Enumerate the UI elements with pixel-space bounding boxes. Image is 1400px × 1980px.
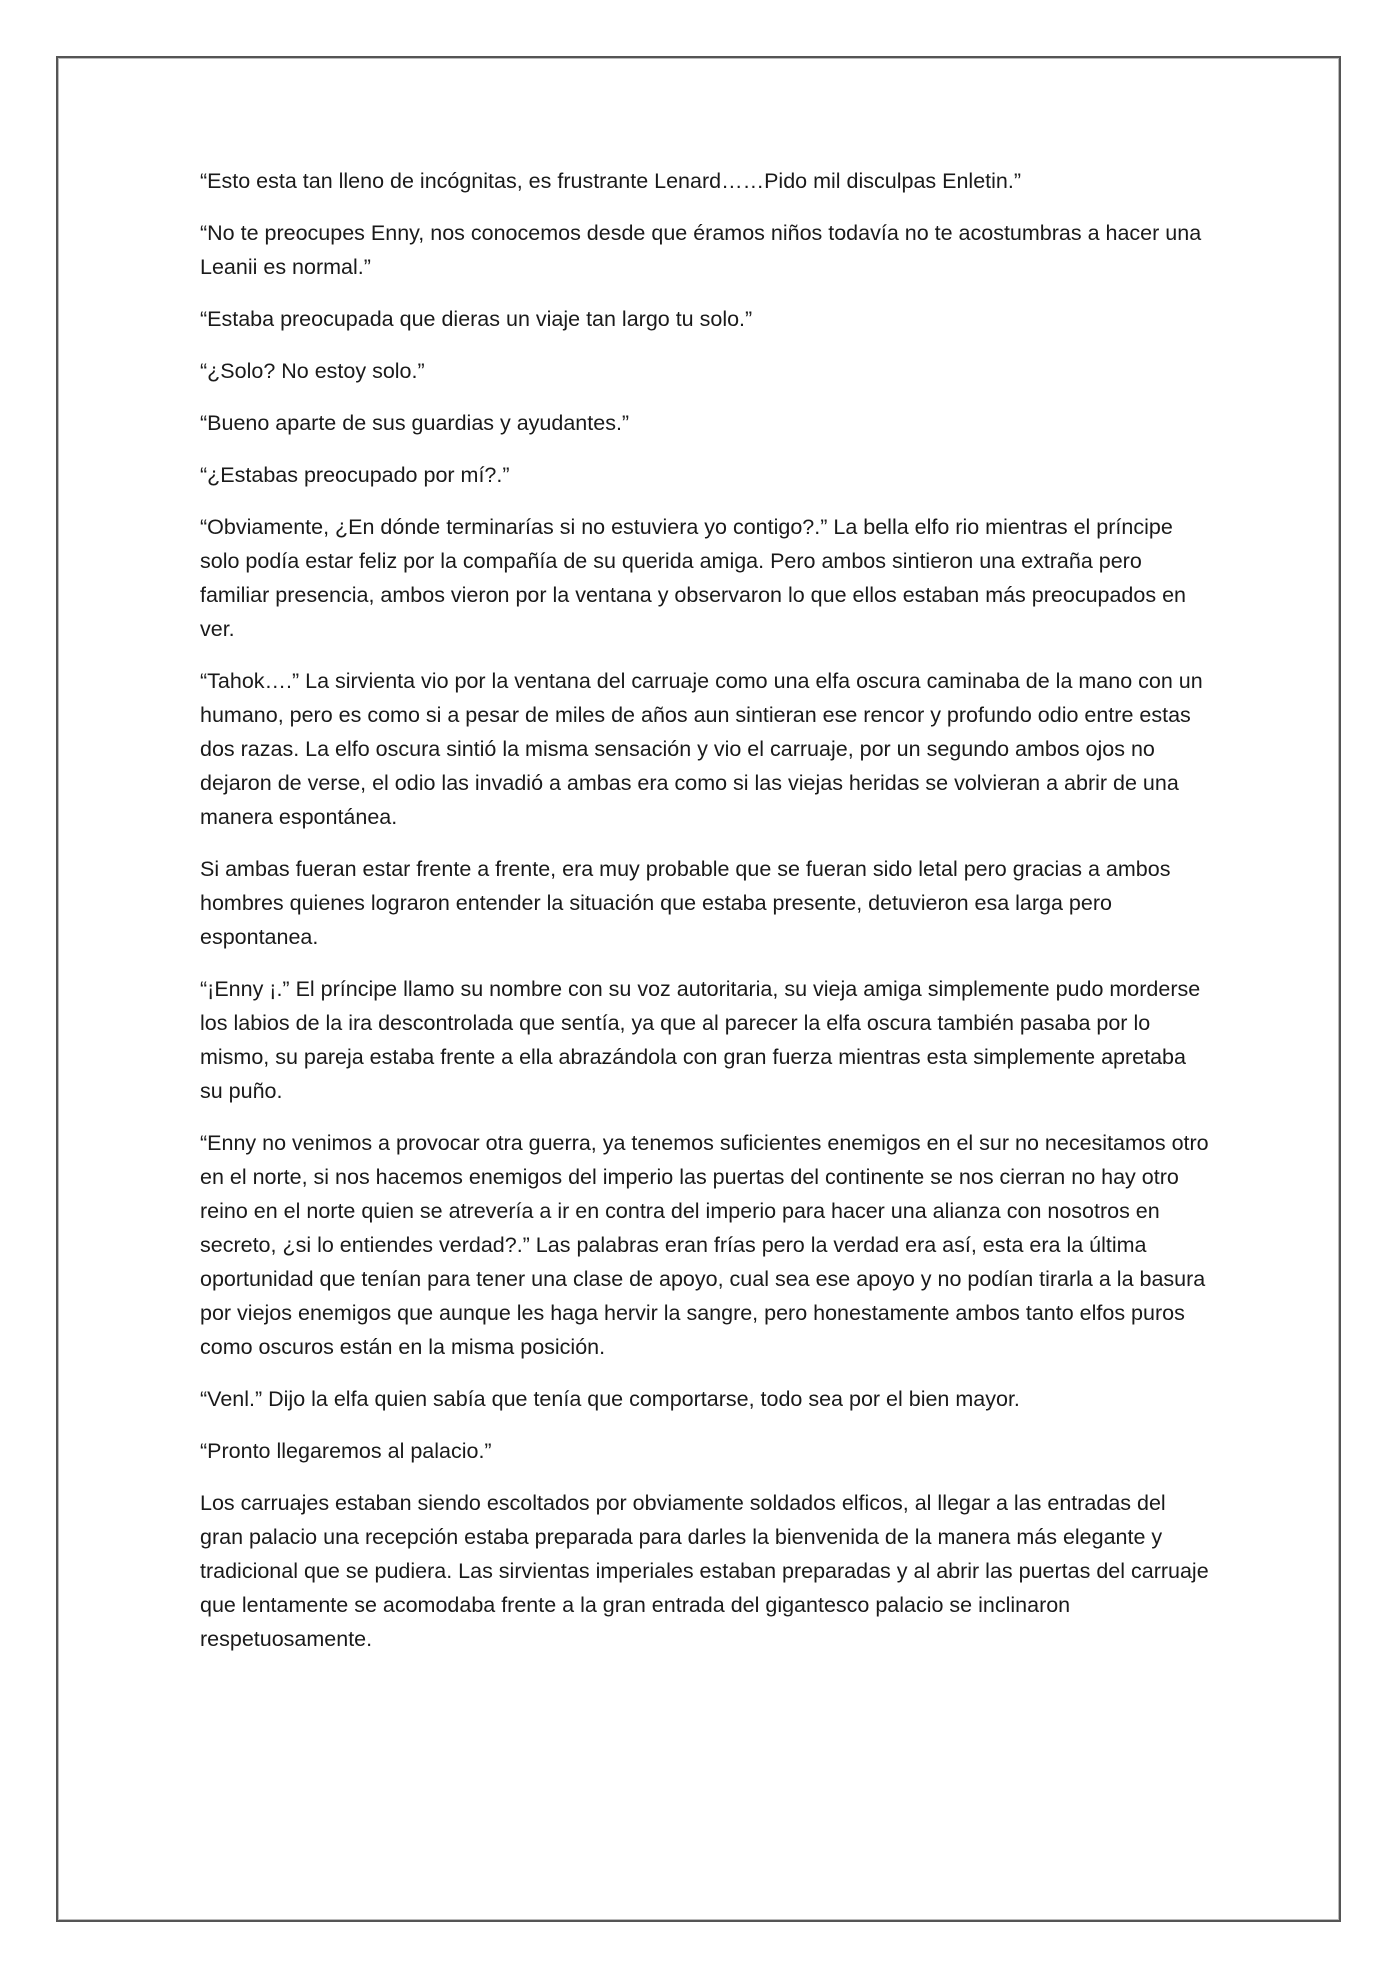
paragraph: “No te preocupes Enny, nos conocemos desde que éramos niños todavía no te acostumbras a hacer una Leanii es normal.” (200, 221, 1202, 279)
paragraph: “¿Solo? No estoy solo.” (200, 359, 425, 383)
paragraph: “Pronto llegaremos al palacio.” (200, 1439, 492, 1463)
paragraph: “¡Enny ¡.” El príncipe llamo su nombre con su voz autoritaria, su vieja amiga simplemente pudo morderse los labios de la ira descontrolada que sentía, ya que al parecer la elfa oscura también pasaba por lo mismo, su pareja estaba frente a ella abrazándola con gran fuerza mientras esta simplemente apretaba su puño. (200, 977, 1201, 1103)
document-body (200, 164, 1210, 1674)
paragraph: “Esto esta tan lleno de incógnitas, es frustrante Lenard……Pido mil disculpas Enletin.” (200, 169, 1022, 193)
paragraph: “Estaba preocupada que dieras un viaje tan largo tu solo.” (200, 307, 753, 331)
paragraph: Los carruajes estaban siendo escoltados por obviamente soldados elficos, al llegar a las entradas del gran palacio una recepción estaba preparada para darles la bienvenida de la manera más elegante y tradicional que se pudiera. Las sirvientas imperiales estaban preparadas y al abrir las puertas del carruaje que lentamente se acomodaba frente a la gran entrada del gigantesco palacio se inclinaron respetuosamente. (200, 1491, 1209, 1651)
paragraph: “Obviamente, ¿En dónde terminarías si no estuviera yo contigo?.” La bella elfo rio mientras el príncipe solo podía estar feliz por la compañía de su querida amiga. Pero ambos sintieron una extraña pero familiar presencia, ambos vieron por la ventana y observaron lo que ellos estaban más preocupados en ver. (200, 515, 1186, 641)
paragraph: Si ambas fueran estar frente a frente, era muy probable que se fueran sido letal pero gracias a ambos hombres quienes lograron entender la situación que estaba presente, detuvieron esa larga pero espontanea. (200, 857, 1171, 949)
paragraph: “Enny no venimos a provocar otra guerra, ya tenemos suficientes enemigos en el sur no necesitamos otro en el norte, si nos hacemos enemigos del imperio las puertas del continente se nos cierran no hay otro reino en el norte quien se atrevería a ir en contra del imperio para hacer una alianza con nosotros en secreto, ¿si lo entiendes verdad?.” Las palabras eran frías pero la verdad era así, esta era la última oportunidad que tenían para tener una clase de apoyo, cual sea ese apoyo y no podían tirarla a la basura por viejos enemigos que aunque les haga hervir la sangre, pero honestamente ambos tanto elfos puros como oscuros están en la misma posición. (200, 1131, 1209, 1359)
paragraph: “¿Estabas preocupado por mí?.” (200, 463, 510, 487)
paragraph: “Tahok….” La sirvienta vio por la ventana del carruaje como una elfa oscura caminaba de la mano con un humano, pero es como si a pesar de miles de años aun sintieran ese rencor y profundo odio entre estas dos razas. La elfo oscura sintió la misma sensación y vio el carruaje, por un segundo ambos ojos no dejaron de verse, el odio las invadió a ambas era como si las viejas heridas se volvieran a abrir de una manera espontánea. (200, 669, 1203, 829)
paragraph: “Venl.” Dijo la elfa quien sabía que tenía que comportarse, todo sea por el bien mayor. (200, 1387, 1020, 1411)
paragraph: “Bueno aparte de sus guardias y ayudantes.” (200, 411, 630, 435)
